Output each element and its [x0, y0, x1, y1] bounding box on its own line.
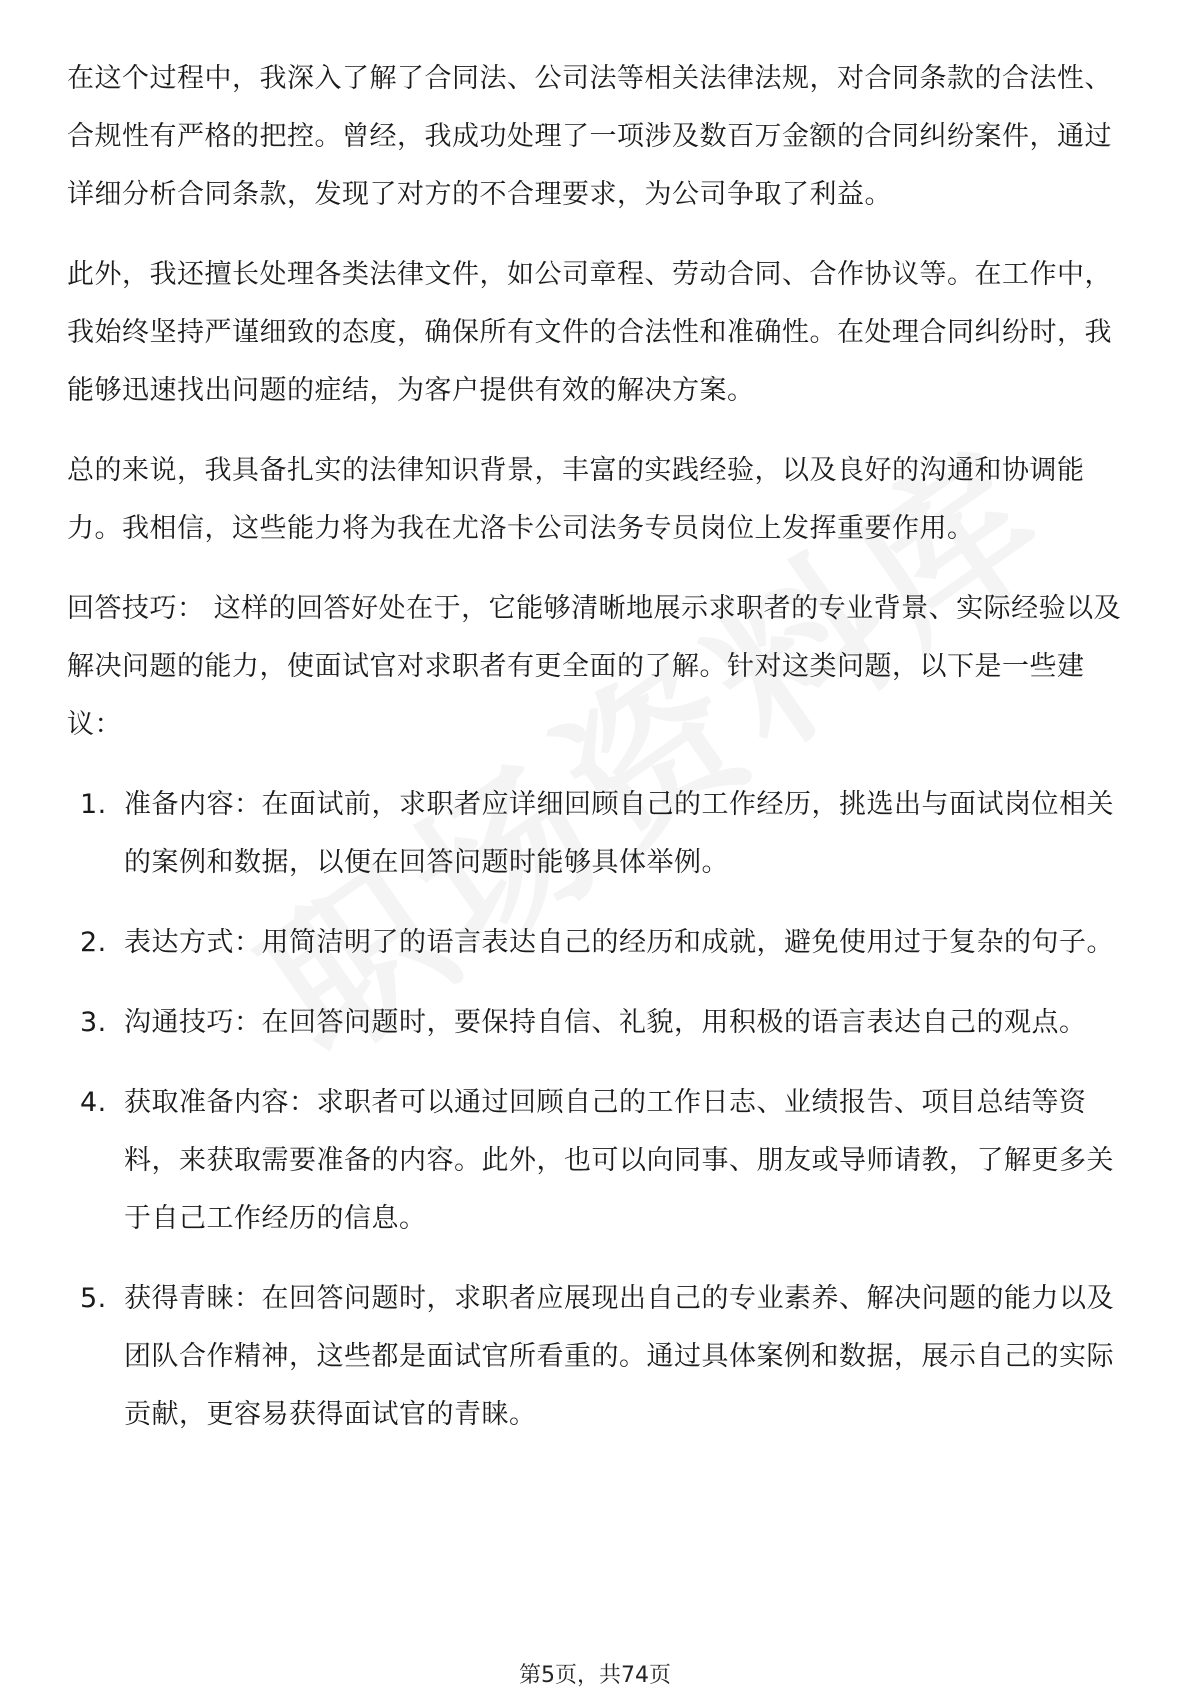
list-item-text: 沟通技巧：在回答问题时，要保持自信、礼貌，用积极的语言表达自己的观点。 — [124, 1007, 1087, 1038]
paragraph-3: 总的来说，我具备扎实的法律知识背景，丰富的实践经验，以及良好的沟通和协调能力。我相信，这些能力将为我在尤洛卡公司法务专员岗位上发挥重要作用。 — [67, 455, 1085, 544]
tips-list — [67, 776, 1127, 1444]
page-footer: 第5页，共74页 — [519, 1663, 671, 1688]
list-item-number: 3. — [80, 1007, 107, 1038]
list-item — [67, 994, 1127, 1052]
list-item — [67, 914, 1127, 972]
list-item-text: 获取准备内容：求职者可以通过回顾自己的工作日志、业绩报告、项目总结等资料，来获取需要准备的内容。此外，也可以向同事、朋友或导师请教，了解更多关于自己工作经历的信息。 — [124, 1087, 1114, 1234]
list-item-text: 准备内容：在面试前，求职者应详细回顾自己的工作经历，挑选出与面试岗位相关的案例和数据，以便在回答问题时能够具体举例。 — [124, 789, 1114, 878]
list-item-number: 5. — [80, 1283, 107, 1314]
paragraph-2: 此外，我还擅长处理各类法律文件，如公司章程、劳动合同、合作协议等。在工作中，我始终坚持严谨细致的态度，确保所有文件的合法性和准确性。在处理合同纠纷时，我能够迅速找出问题的症结，为客户提供有效的解决方案。 — [67, 259, 1112, 406]
list-item — [67, 1074, 1127, 1248]
paragraph-1: 在这个过程中，我深入了解了合同法、公司法等相关法律法规，对合同条款的合法性、合规性有严格的把控。曾经，我成功处理了一项涉及数百万金额的合同纠纷案件，通过详细分析合同条款，发现了对方的不合理要求，为公司争取了利益。 — [67, 63, 1112, 210]
list-item-text: 获得青睐：在回答问题时，求职者应展现出自己的专业素养、解决问题的能力以及团队合作精神，这些都是面试官所看重的。通过具体案例和数据，展示自己的实际贡献，更容易获得面试官的青睐。 — [124, 1283, 1114, 1430]
paragraph-answer-tips: 回答技巧： 这样的回答好处在于，它能够清晰地展示求职者的专业背景、实际经验以及解决问题的能力，使面试官对求职者有更全面的了解。针对这类问题，以下是一些建议： — [67, 593, 1122, 740]
list-item — [67, 1270, 1127, 1444]
list-item — [67, 776, 1127, 892]
list-item-number: 2. — [80, 927, 107, 958]
list-item-number: 1. — [80, 789, 107, 820]
list-item-text: 表达方式：用简洁明了的语言表达自己的经历和成就，避免使用过于复杂的句子。 — [124, 927, 1114, 958]
list-item-number: 4. — [80, 1087, 107, 1118]
document-body — [67, 50, 1127, 1466]
